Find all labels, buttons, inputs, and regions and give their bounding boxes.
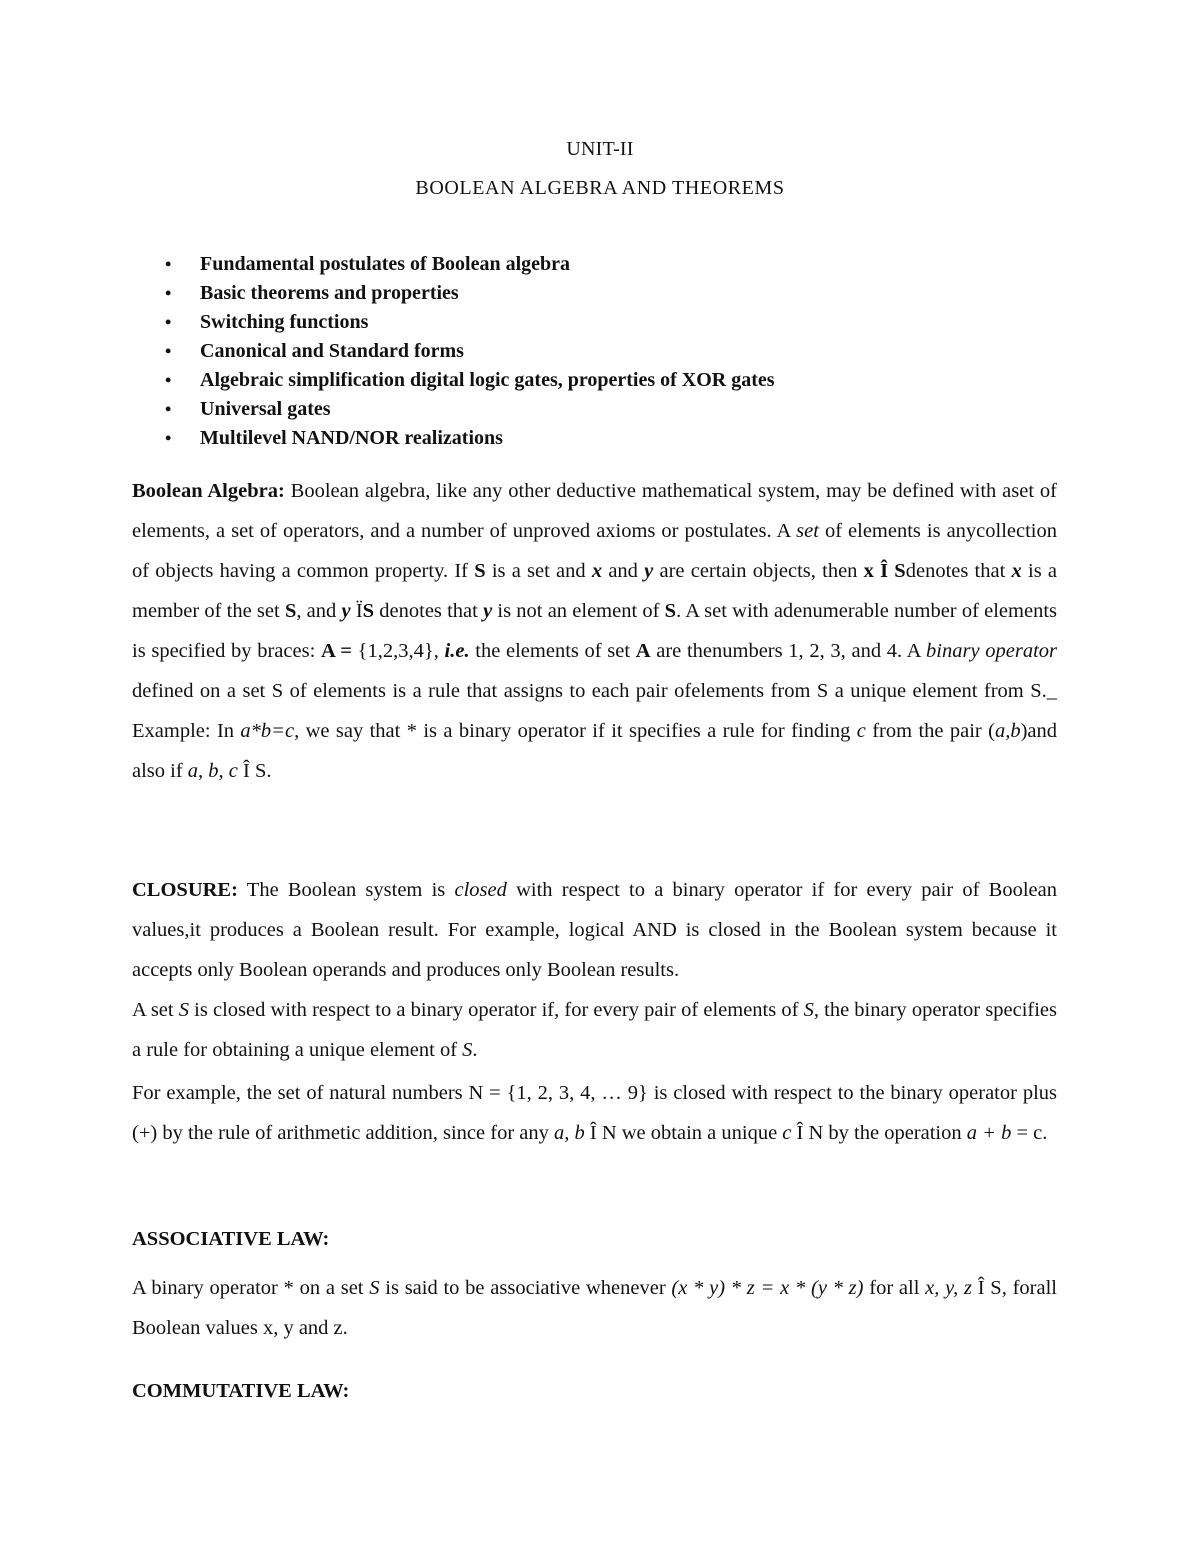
boolean-algebra-paragraph: Boolean Algebra: Boolean algebra, like any other deductive mathematical system, may be defined with aset of elements, a set of operators, and a number of unproved axioms or postulates. A set of elements is anycollection of objects having a common property. If S is a set and x and y are certain objects, then x Î Sdenotes that x is a member of the set S, and y ÏS denotes that y is not an element of S. A set with adenumerable number of elements is specified by braces: A = {1,2,3,4}, i.e. the elements of set A are thenumbers 1, 2, 3, and 4. A binary operator defined on a set S of elements is a rule that assigns to each pair ofelements from S a unique element from S._ Example: In a*b=c, we say that * is a binary operator if it specifies a rule for finding c from the pair (a,b)and also if a, b, c Î S. xyxy=(132,480,1058,782)
associative-law-paragraph: A binary operator * on a set S is said to be associative whenever (x * y) * z = x * (y * z) for all x, y, z Î S, forall Boolean values x, y and z. xyxy=(132,1277,1057,1339)
list-item: • Canonical and Standard forms xyxy=(165,337,775,366)
bullet-icon: • xyxy=(165,370,172,390)
list-item: • Multilevel NAND/NOR realizations xyxy=(165,424,775,453)
topic-list xyxy=(165,250,775,453)
bullet-icon: • xyxy=(165,399,172,419)
unit-label: UNIT-II xyxy=(566,138,634,160)
list-item: • Switching functions xyxy=(165,308,775,337)
bullet-icon: • xyxy=(165,428,172,448)
closure-definition-paragraph: A set S is closed with respect to a binary operator if, for every pair of elements of S, the binary operator specifies a rule for obtaining a unique element of S. xyxy=(132,999,1057,1061)
page-title: BOOLEAN ALGEBRA AND THEOREMS xyxy=(415,177,785,199)
bullet-icon: • xyxy=(165,254,172,274)
closure-paragraph: CLOSURE: The Boolean system is closed with respect to a binary operator if for every pair of Boolean values,it produces a Boolean result. For example, logical AND is closed in the Boolean system because it accepts only Boolean operands and produces only Boolean results. xyxy=(132,879,1057,981)
list-item: • Fundamental postulates of Boolean algebra xyxy=(165,250,775,279)
associative-law-heading: ASSOCIATIVE LAW: xyxy=(132,1228,330,1250)
bullet-icon: • xyxy=(165,341,172,361)
commutative-law-heading: COMMUTATIVE LAW: xyxy=(132,1380,350,1402)
list-item: • Algebraic simplification digital logic gates, properties of XOR gates xyxy=(165,366,775,395)
closure-label: CLOSURE: xyxy=(132,879,238,901)
list-item: • Basic theorems and properties xyxy=(165,279,775,308)
closure-example-paragraph: For example, the set of natural numbers N = {1, 2, 3, 4, … 9} is closed with respect to the binary operator plus (+) by the rule of arithmetic addition, since for any a, b Î N we obtain a unique c Î N by the operation a + b = c. xyxy=(132,1082,1057,1144)
bullet-icon: • xyxy=(165,312,172,332)
boolean-algebra-label: Boolean Algebra: xyxy=(132,480,285,502)
bullet-icon: • xyxy=(165,283,172,303)
list-item: • Universal gates xyxy=(165,395,775,424)
